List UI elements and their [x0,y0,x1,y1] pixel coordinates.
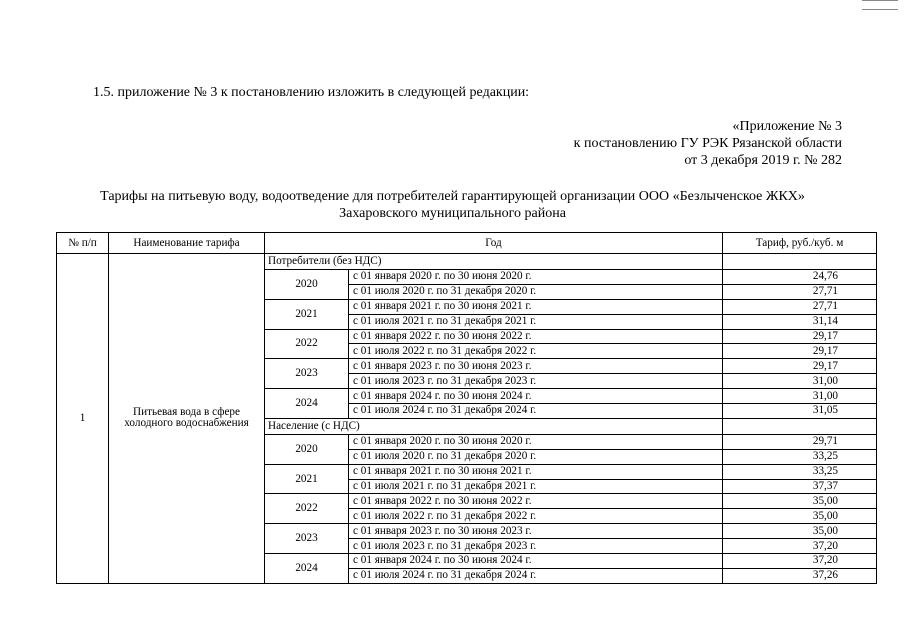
group-empty-cell [723,418,877,434]
tariff-value-cell: 24,76 [723,270,877,285]
group-row [57,254,877,270]
tariff-value-cell: 31,14 [723,314,877,329]
year-cell: 2020 [265,434,349,464]
appendix-line-3: от 3 декабря 2019 г. № 282 [684,153,842,168]
year-cell: 2022 [265,329,349,359]
period-cell: с 01 января 2022 г. по 30 июня 2022 г. [349,494,723,509]
tariff-value-cell: 37,20 [723,554,877,569]
year-cell: 2022 [265,494,349,524]
tariff-value-cell: 29,17 [723,359,877,374]
period-cell: с 01 июля 2020 г. по 31 декабря 2020 г. [349,284,723,299]
header-tariff: Тариф, руб./куб. м [723,233,877,254]
period-cell: с 01 июля 2024 г. по 31 декабря 2024 г. [349,568,723,583]
tariff-value-cell: 35,00 [723,524,877,539]
year-cell: 2023 [265,359,349,389]
period-cell: с 01 июля 2022 г. по 31 декабря 2022 г. [349,509,723,524]
tariff-value-cell: 27,71 [723,299,877,314]
tariff-value-cell: 29,17 [723,329,877,344]
appendix-line-1: «Приложение № 3 [732,119,842,134]
tariff-value-cell: 37,37 [723,479,877,494]
intro-text: 1.5. приложение № 3 к постановлению изложить в следующей редакции: [93,85,530,100]
period-cell: с 01 июля 2024 г. по 31 декабря 2024 г. [349,404,723,419]
period-cell: с 01 января 2024 г. по 30 июня 2024 г. [349,389,723,404]
table-header-row [57,233,877,254]
year-cell: 2024 [265,554,349,584]
header-num: № п/п [57,233,109,254]
table-body [57,254,877,584]
tariff-value-cell: 29,71 [723,434,877,449]
table-title-line-2: Захаровского муниципального района [339,206,566,221]
year-cell: 2021 [265,464,349,494]
header-year: Год [265,233,723,254]
year-cell: 2021 [265,299,349,329]
period-cell: с 01 июля 2022 г. по 31 декабря 2022 г. [349,344,723,359]
tariff-value-cell: 35,00 [723,494,877,509]
tariff-value-cell: 31,00 [723,389,877,404]
tariff-value-cell: 31,00 [723,374,877,389]
tariff-value-cell: 33,25 [723,464,877,479]
tariff-value-cell: 37,26 [723,568,877,583]
year-cell: 2023 [265,524,349,554]
period-cell: с 01 июля 2021 г. по 31 декабря 2021 г. [349,479,723,494]
table-title-line-1: Тарифы на питьевую воду, водоотведение для потребителей гарантирующей организации ООО «Безлыченское ЖКХ» [100,189,805,204]
tariff-value-cell: 27,71 [723,284,877,299]
tariff-value-cell: 31,05 [723,404,877,419]
row-number: 1 [57,254,109,584]
tariff-value-cell: 33,25 [723,449,877,464]
page-corner-mark [862,0,898,10]
period-cell: с 01 июля 2021 г. по 31 декабря 2021 г. [349,314,723,329]
period-cell: с 01 января 2023 г. по 30 июня 2023 г. [349,524,723,539]
period-cell: с 01 июля 2023 г. по 31 декабря 2023 г. [349,374,723,389]
period-cell: с 01 января 2021 г. по 30 июня 2021 г. [349,299,723,314]
period-cell: с 01 января 2022 г. по 30 июня 2022 г. [349,329,723,344]
group-empty-cell [723,254,877,270]
tariff-value-cell: 29,17 [723,344,877,359]
period-cell: с 01 января 2021 г. по 30 июня 2021 г. [349,464,723,479]
period-cell: с 01 января 2023 г. по 30 июня 2023 г. [349,359,723,374]
year-cell: 2020 [265,270,349,300]
tariff-value-cell: 37,20 [723,539,877,554]
header-name: Наименование тарифа [109,233,265,254]
tariff-value-cell: 35,00 [723,509,877,524]
period-cell: с 01 января 2020 г. по 30 июня 2020 г. [349,434,723,449]
group-label: Население (с НДС) [265,418,723,434]
period-cell: с 01 июля 2020 г. по 31 декабря 2020 г. [349,449,723,464]
tariff-name: Питьевая вода в сфере холодного водоснабжения [109,254,265,584]
appendix-line-2: к постановлению ГУ РЭК Рязанской области [573,136,842,151]
period-cell: с 01 июля 2023 г. по 31 декабря 2023 г. [349,539,723,554]
year-cell: 2024 [265,389,349,419]
group-label: Потребители (без НДС) [265,254,723,270]
period-cell: с 01 января 2020 г. по 30 июня 2020 г. [349,270,723,285]
tariff-table [56,232,877,584]
period-cell: с 01 января 2024 г. по 30 июня 2024 г. [349,554,723,569]
